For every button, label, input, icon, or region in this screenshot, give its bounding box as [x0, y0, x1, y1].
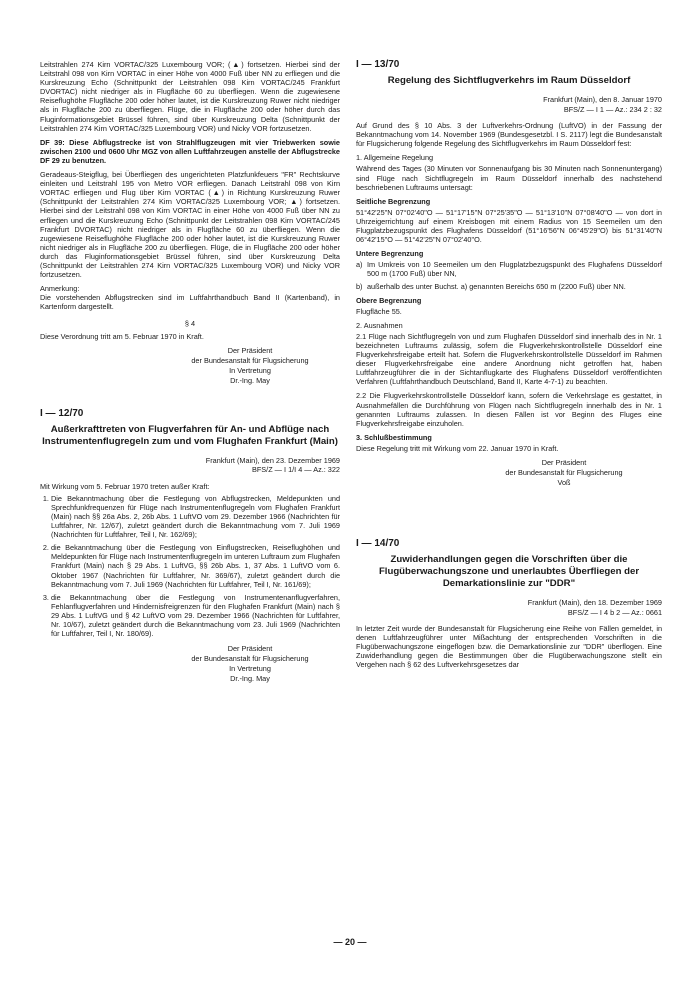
intro-text: Auf Grund des § 10 Abs. 3 der Luftverkehrs-Ordnung (LuftVO) in der Fassung der Bekanntmachung vom 14. November 1969 (Bundesgesetzbl. I S. 2117) legt die Bundesanstalt für Flugsicherung folgende Regelung des Sichtflugverkehrs im Raum Düsseldorf fest:	[356, 121, 662, 149]
list-item: 1. Die Bekanntmachung über die Festlegung von Abflugstrecken, Meldepunkten und Sprechfunkfrequenzen für Flüge nach Instrumentenflugregeln vom Flughafen Frankfurt (Main) nach §§ 26a Abs. 2, 26b Abs. 1 LuftVO vom 29. Dezember 1966 (Nachrichten für Luftfahrer, Nr. 12/67), zuletzt geändert durch die Bekanntmachung vom 7. Juli 1969 (Nachrichten für Luftfahrer, Teil I, Nr. 162/69);	[51, 494, 340, 539]
note	[40, 284, 340, 311]
signature-line: Der Präsident	[227, 644, 273, 654]
signature-block	[160, 644, 340, 684]
signature-line: Der Präsident	[541, 458, 587, 467]
paragraph-number: § 4	[184, 319, 196, 329]
signature-line: der Bundesanstalt für Flugsicherung	[191, 654, 309, 664]
item-label: a)	[356, 260, 363, 270]
signature-line: In Vertretung	[229, 664, 271, 674]
signature-name: Voß	[557, 478, 571, 487]
list-item	[356, 260, 662, 278]
list-item: 2. die Bekanntmachung über die Festlegung von Einflugstrecken, Reiseflughöhen und Meldepunkten für Flüge nach Instrumentenflugregeln im unteren Luftraum zum Flughafen Frankfurt (Main) nach § 29 Abs. 1 LuftVG, §§ 26b Abs. 1, 37 Abs. 1 LuftVO vom 6. Oktober 1967 (Nachrichten für Luftfahrer, Nr. 369/67), zuletzt geändert durch die Bekanntmachung vom 7. Juli 1969 (Nachrichten für Luftfahrer, Teil I, Nr. 161/69);	[51, 543, 340, 588]
paragraph: Diese Regelung tritt mit Wirkung vom 22. Januar 1970 in Kraft.	[356, 443, 559, 453]
date-text: Frankfurt (Main), den 23. Dezember 1969	[205, 455, 340, 465]
subheading: 1. Allgemeine Regelung	[356, 153, 434, 163]
list-item	[356, 282, 662, 291]
reference-text: BFS/Z — I 1 — Az.: 234 2 : 32	[563, 104, 662, 114]
signature-line: In Vertretung	[229, 365, 271, 375]
section-id: I — 13/70	[356, 59, 400, 70]
note-text: Die vorstehenden Abflugstrecken sind im Luftfahrthandbuch Band II (Kartenband), in Kartenform dargestellt.	[40, 293, 340, 312]
section-title: Zuwiderhandlungen gegen die Vorschriften über die Flugüberwachungszone und unerlaubtes Überfliegen der Demarkationslinie zur "DDR"	[378, 554, 640, 590]
signature-line: Der Präsident	[227, 345, 273, 355]
paragraph: Während des Tages (30 Minuten vor Sonnenaufgang bis 30 Minuten nach Sonnenuntergang) sind Flüge nach Sichtflugregeln im Raum Düsseldorf innerhalb des nachstehend beschriebenen Luftraums untersagt:	[356, 164, 662, 192]
signature-name: Dr.-Ing. May	[230, 674, 270, 684]
dateline	[40, 456, 340, 475]
right-column	[356, 60, 662, 675]
signature-line: der Bundesanstalt für Flugsicherung	[505, 468, 623, 477]
paragraph: Leitstrahlen 274 Kirn VORTAC/325 Luxembourg VOR; (▲) fortsetzen. Hierbei sind der Leitstrahl 098 von Kirn VORTAC in einer Höhe von 4000 Fuß über NN zu erfliegen und die Kurskreuzung Echo (Schnittpunkt der Leitstrahlen 098 Kirn VORTAC/245 Frankfurt DVORTAC) nicht niedriger als in Flugfläche 60 zu überfliegen. Wenn die zugewiesene Reiseflughöhe Flugfläche 200 oder höher lautet, ist die Kurskreuzung Ruwer nicht niedriger als in Flugfläche 200 zu überfliegen. Flüge, die in Flugfläche 200 oder höher durch das Fluginformationsgebiet Brüssel führen, sind über Kurskreuzung Delta (Schnittpunkt der Leitstrahlen 274 Kirn VORTAC/325 Luxembourg VOR) und Nicky VOR fortzusetzen.	[40, 60, 340, 133]
section-id: I — 14/70	[356, 538, 400, 549]
signature-block	[160, 346, 340, 386]
paragraph-text: Diese Verordnung tritt am 5. Februar 1970 in Kraft.	[40, 331, 204, 341]
repeal-list	[40, 494, 340, 638]
signature-block	[466, 458, 662, 488]
reference-text: BFS/Z — I 1/I 4 — Az.: 322	[251, 465, 340, 475]
subheading: 3. Schlußbestimmung	[356, 432, 432, 442]
item-text: Im Umkreis von 10 Seemeilen um den Flugplatzbezugspunkt des Flughafens Düsseldorf 500 m (1700 Fuß) über NN,	[367, 260, 662, 279]
section-title: Außerkrafttreten von Flugverfahren für An- und Abflüge nach Instrumentenflugregeln zum und vom Flughafen Frankfurt (Main)	[42, 423, 338, 447]
paragraph: Flugfläche 55.	[356, 306, 402, 316]
subheading: Seitliche Begrenzung	[356, 196, 431, 206]
paragraph: 2.1 Flüge nach Sichtflugregeln von und zum Flughafen Düsseldorf sind innerhalb des in Nr. 1 bezeichneten Luftraums zulässig, sofern die Flugverkehrskontrollstelle Düsseldorf eine Flugverkehrsfreigabe erteilt hat. Sofern die Flugverkehrskontrollstelle Düsseldorf im Rahmen dieser Flugverkehrsfreigabe eine andere Anordnung nicht getroffen hat, haben Luftfahrzeugführer die in der Sichtanflugkarte des Flughafens Düsseldorf veröffentlichten Verfahren (Luftfahrthandbuch Deutschland, Band II, Karte 4-7-1) zu beachten.	[356, 331, 662, 387]
date-text: Frankfurt (Main), den 8. Januar 1970	[543, 95, 662, 105]
subheading: Obere Begrenzung	[356, 295, 422, 305]
section-id: I — 12/70	[40, 407, 84, 419]
item-text: außerhalb des unter Buchst. a) genannten Bereichs 650 m (2200 Fuß) über NN.	[367, 281, 626, 291]
item-label: b)	[356, 281, 363, 291]
dateline	[356, 95, 662, 114]
intro-text: Mit Wirkung vom 5. Februar 1970 treten außer Kraft:	[40, 481, 210, 491]
note-label: Anmerkung:	[40, 284, 80, 294]
paragraph-df39: DF 39: Diese Abflugstrecke ist von Strahlflugzeugen mit vier Triebwerken sowie zwischen 2100 und 0600 Uhr MGZ von allen Luftfahrzeugen anstelle der Abflugstrecke DF 29 zu benutzen.	[40, 137, 340, 165]
date-text: Frankfurt (Main), den 18. Dezember 1969	[527, 598, 662, 608]
paragraph: In letzter Zeit wurde der Bundesanstalt für Flugsicherung eine Reihe von Fällen gemeldet, in denen Luftfahrzeugführer unter Mißachtung der entsprechenden Vorschriften in die Flugüberwachungszone eingeflogen bzw. die Demarkationslinie zur "DDR" überflogen. Eine Zuwiderhandlung gegen die Bestimmungen über die Flugüberwachungszone stellt ein Vergehen nach § 62 des Luftverkehrsgesetzes dar	[356, 624, 662, 670]
paragraph: 2.2 Die Flugverkehrskontrollstelle Düsseldorf kann, sofern die Verkehrslage es gestattet, in Ausnahmefällen die Durchführung von Flügen nach Sichtflugregeln innerhalb des in Nr. 1 genannten Luftraums zulassen. In diesen Fällen ist vor Beginn des Fluges eine Flugverkehrsfreigabe einzuholen.	[356, 391, 662, 428]
paragraph: 51°42'25"N 07°02'40"O — 51°17'15"N 07°25'35"O — 51°13'10"N 07°08'40"O — von dort in Uhrzeigerrichtung auf einem Kreisbogen mit einem Radius von 15 Seemeilen um den Flugplatzbezugspunkt des Flughafens Düsseldorf (51°16'56"N 06°45'29"O) bis 51°31'40"N 06°42'15"O — 51°42'25"N 07°02'40"O.	[356, 207, 662, 245]
signature-line: der Bundesanstalt für Flugsicherung	[191, 355, 309, 365]
subheading: Untere Begrenzung	[356, 249, 424, 259]
section-title: Regelung des Sichtflugverkehrs im Raum Düsseldorf	[387, 75, 631, 87]
left-column	[40, 60, 340, 689]
subheading: 2. Ausnahmen	[356, 320, 403, 330]
list-item: 3. die Bekanntmachung über die Festlegung von Instrumentenanflugverfahren, Fehlanflugverfahren und Hindernisfreigrenzen für den Flughafen Frankfurt (Main) nach § 29 Abs. 1 LuftVG und § 42 LuftVO vom 29. Dezember 1966 (Nachrichten für Luftfahrer, Nr. 10/67), zuletzt geändert durch die Bekanntmachung vom 23. Juli 1969 (Nachrichten für Luftfahrer, Teil I, Nr. 180/69).	[51, 593, 340, 638]
dateline	[356, 598, 662, 617]
reference-text: BFS/Z — I 4 b 2 — Az.: 0661	[567, 607, 662, 617]
page-number: — 20 —	[333, 937, 367, 947]
signature-name: Dr.-Ing. May	[230, 375, 270, 385]
paragraph: Geradeaus-Steigflug, bei Überfliegen des ungerichteten Platzfunkfeuers "FR" Rechtskurve einleiten und Leitstrahl 195 von Metro VOR erfliegen. Danach Leitstrahl 098 von Kirn VORTAC erfliegen und Flug über Kirn VORTAC (▲) in Richtung Kurskreuzung Ruwer (Schnittpunkt der Leitstrahlen 274 Kirn VORTAC/325 Luxembourg VOR; ▲) fortsetzen. Hierbei sind der Leitstrahl 098 von Kirn VORTAC in einer Höhe von 4000 Fuß über NN zu erfliegen und die Kurskreuzung Echo (Schnittpunkt der Leitstrahlen 098 Kirn VORTAC/245 Frankfurt DVORTAC) nicht niedriger als in Flugfläche 60 zu überfliegen. Wenn die zugewiesene Reiseflughöhe Flugfläche 200 oder höher lautet, ist die Kurskreuzung Ruwer nicht niedriger als in Flugfläche 200 zu überfliegen. Flüge, die in Flugfläche 200 oder höher durch das Fluginformationsgebiet Brüssel führen, sind über Kurskreuzung Delta (Schnittpunkt der Leitstrahlen 274 Kirn VORTAC/325 Luxembourg VOR) und Nicky VOR fortzusetzen.	[40, 170, 340, 280]
